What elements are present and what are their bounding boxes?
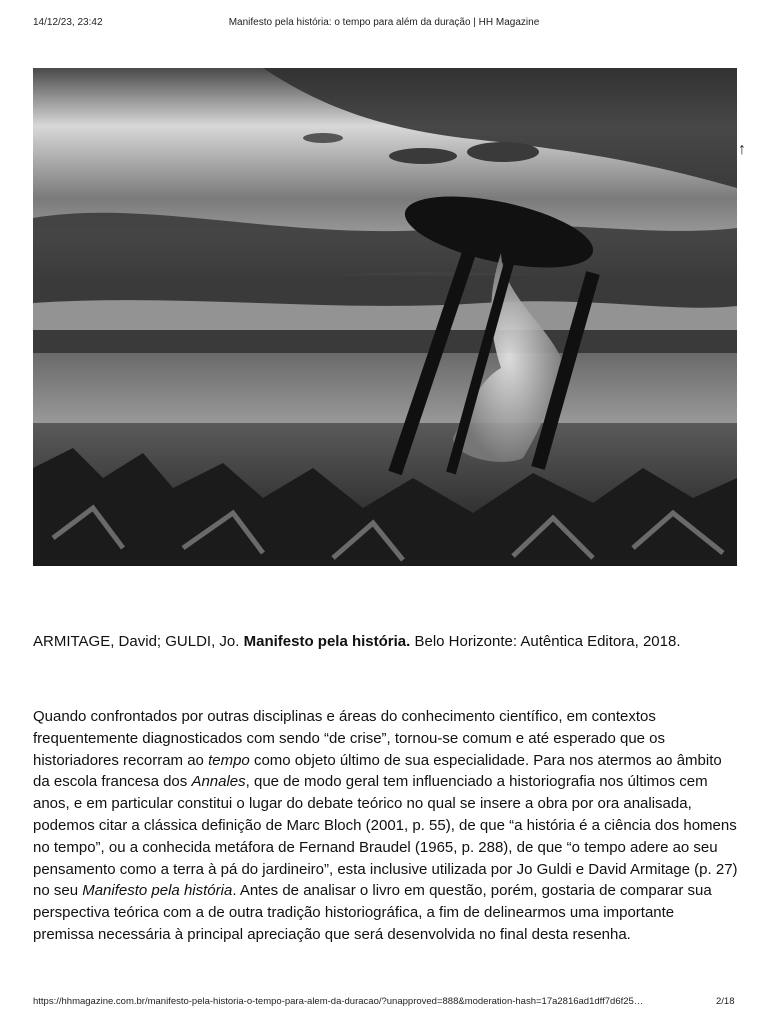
photo-illustration xyxy=(33,68,737,566)
citation-publisher: Belo Horizonte: Autêntica Editora, 2018. xyxy=(414,633,681,650)
paragraph-text-4: . Antes de analisar o livro em questão, porém, gostaria de comparar sua perspectiva teórica com a de outra tradição historiográfica, a fim de delinearmos uma importante premissa necessária à principal apreciação que será desenvolvida no final desta resenha. xyxy=(33,882,712,943)
hourglass-beach-photo xyxy=(33,68,746,566)
citation-book-title: Manifesto pela história. xyxy=(243,633,411,650)
citation-authors: ARMITAGE, David; GULDI, Jo. xyxy=(33,633,240,650)
print-footer-url: https://hhmagazine.com.br/manifesto-pela-historia-o-tempo-para-alem-da-duracao/?unapproved=888&moderation-hash=17a2816ad1dff7d6f25… xyxy=(33,996,644,1007)
emphasis-annales: Annales xyxy=(191,773,246,791)
print-page-number: 2/18 xyxy=(716,996,735,1007)
emphasis-tempo: tempo xyxy=(208,751,250,769)
review-paragraph xyxy=(33,706,738,946)
print-page-title: Manifesto pela história: o tempo para além da duração | HH Magazine xyxy=(228,17,540,28)
emphasis-manifesto: Manifesto pela história xyxy=(82,882,233,900)
paragraph-text-2: como objeto último de sua especialidade. Para nos atermos ao âmbito da escola francesa dos xyxy=(33,751,722,791)
paragraph-text-1: Quando confrontados por outras disciplinas e áreas do conhecimento científico, em contextos frequentemente diagnosticados com sendo “de crise”, tornou-se comum e até esperado que os historiadores recorram ao xyxy=(33,708,666,769)
back-to-top-arrow-icon[interactable]: ↑ xyxy=(738,141,746,158)
paragraph-text-3: , que de modo geral tem influenciado a historiografia nos últimos cem anos, e em particular constitui o lugar do debate teórico no qual se insere a obra por ora analisada, podemos citar a clássica definição de Marc Bloch (2001, p. 55), de que “a história é a ciência dos homens no tempo”, ou a conhecida metáfora de Fernand Braudel (1965, p. 288), de que “o tempo adere ao seu pensamento como a terra à pá do jardineiro”, esta inclusive utilizada por Jo Guldi e David Armitage (p. 27) no seu xyxy=(33,773,738,900)
book-citation xyxy=(33,632,738,652)
print-datetime: 14/12/23, 23:42 xyxy=(33,17,103,28)
